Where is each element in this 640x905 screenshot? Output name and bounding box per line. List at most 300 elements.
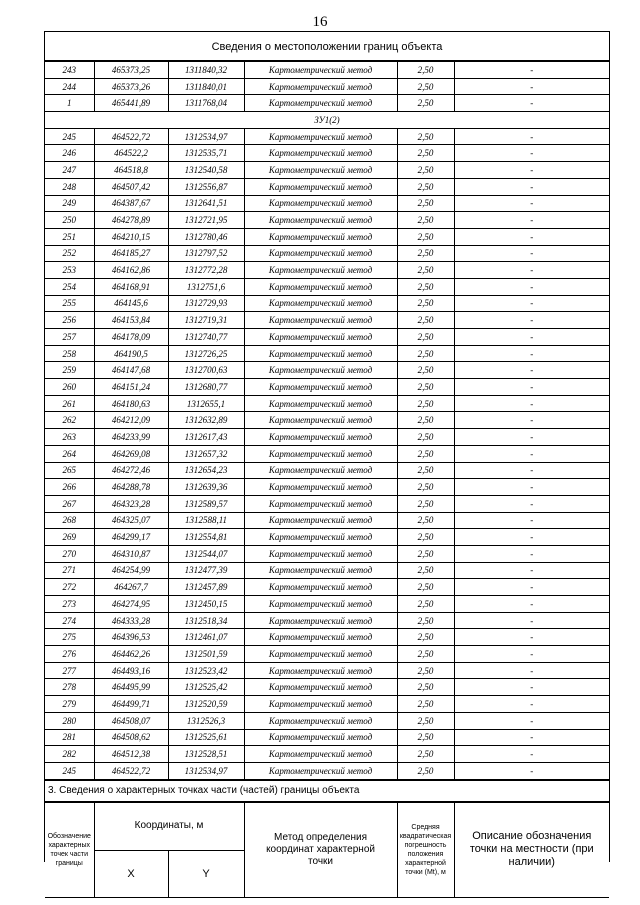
y-coordinate-cell: 1312726,25: [168, 345, 244, 362]
table-row: [45, 78, 609, 95]
x-coordinate-cell: 464288,78: [94, 479, 168, 496]
description-cell: -: [454, 562, 609, 579]
description-cell: -: [454, 479, 609, 496]
point-number-cell: 275: [45, 629, 94, 646]
y-coordinate-cell: 1312556,87: [168, 178, 244, 195]
accuracy-cell: 2,50: [397, 612, 454, 629]
x-coordinate-cell: 464267,7: [94, 579, 168, 596]
method-cell: Картометрический метод: [244, 262, 397, 279]
point-number-cell: 257: [45, 329, 94, 346]
y-coordinate-cell: 1311768,04: [168, 95, 244, 112]
description-cell: -: [454, 696, 609, 713]
description-cell: -: [454, 662, 609, 679]
y-coordinate-cell: 1312589,57: [168, 495, 244, 512]
method-cell: Картометрический метод: [244, 195, 397, 212]
description-cell: -: [454, 712, 609, 729]
description-cell: -: [454, 162, 609, 179]
method-cell: Картометрический метод: [244, 612, 397, 629]
y-coordinate-cell: 1312780,46: [168, 228, 244, 245]
table-row: [45, 412, 609, 429]
accuracy-cell: 2,50: [397, 445, 454, 462]
y-coordinate-cell: 1312655,1: [168, 395, 244, 412]
col-method-header: Метод определения координат характерной точки: [244, 802, 397, 897]
section3-title: 3. Сведения о характерных точках части (частей) границы объекта: [45, 780, 609, 802]
table-row: [45, 612, 609, 629]
accuracy-cell: 2,50: [397, 362, 454, 379]
y-coordinate-cell: 1312534,97: [168, 128, 244, 145]
y-coordinate-cell: 1311840,01: [168, 78, 244, 95]
method-cell: Картометрический метод: [244, 95, 397, 112]
y-coordinate-cell: 1312617,43: [168, 429, 244, 446]
y-coordinate-cell: 1312518,34: [168, 612, 244, 629]
table-row: [45, 345, 609, 362]
point-number-cell: 278: [45, 679, 94, 696]
method-cell: Картометрический метод: [244, 128, 397, 145]
page-number: 16: [312, 14, 328, 30]
y-coordinate-cell: 1312477,39: [168, 562, 244, 579]
y-coordinate-cell: 1312525,61: [168, 729, 244, 746]
y-coordinate-cell: 1312535,71: [168, 145, 244, 162]
description-cell: -: [454, 329, 609, 346]
description-cell: -: [454, 78, 609, 95]
description-cell: -: [454, 95, 609, 112]
y-coordinate-cell: 1312740,77: [168, 329, 244, 346]
accuracy-cell: 2,50: [397, 329, 454, 346]
description-cell: -: [454, 212, 609, 229]
accuracy-cell: 2,50: [397, 145, 454, 162]
x-coordinate-cell: 464269,08: [94, 445, 168, 462]
table-row: [45, 562, 609, 579]
method-cell: Картометрический метод: [244, 312, 397, 329]
method-cell: Картометрический метод: [244, 412, 397, 429]
accuracy-cell: 2,50: [397, 345, 454, 362]
table-row: [45, 228, 609, 245]
y-coordinate-cell: 1312700,63: [168, 362, 244, 379]
point-number-cell: 245: [45, 762, 94, 779]
x-coordinate-cell: 464212,09: [94, 412, 168, 429]
accuracy-cell: 2,50: [397, 746, 454, 763]
y-coordinate-cell: 1312450,15: [168, 596, 244, 613]
table-row: [45, 162, 609, 179]
accuracy-cell: 2,50: [397, 95, 454, 112]
x-coordinate-cell: 465373,25: [94, 62, 168, 79]
point-number-cell: 269: [45, 529, 94, 546]
description-cell: -: [454, 429, 609, 446]
accuracy-cell: 2,50: [397, 712, 454, 729]
point-number-cell: 260: [45, 379, 94, 396]
description-cell: -: [454, 495, 609, 512]
accuracy-cell: 2,50: [397, 629, 454, 646]
accuracy-cell: 2,50: [397, 78, 454, 95]
point-number-cell: 248: [45, 178, 94, 195]
table-row: [45, 662, 609, 679]
point-number-cell: 272: [45, 579, 94, 596]
col-y-header: Y: [168, 850, 244, 897]
method-cell: Картометрический метод: [244, 212, 397, 229]
method-cell: Картометрический метод: [244, 562, 397, 579]
description-cell: -: [454, 178, 609, 195]
x-coordinate-cell: 464233,99: [94, 429, 168, 446]
accuracy-cell: 2,50: [397, 212, 454, 229]
x-coordinate-cell: 464153,84: [94, 312, 168, 329]
point-number-cell: 265: [45, 462, 94, 479]
description-cell: -: [454, 462, 609, 479]
point-number-cell: 255: [45, 295, 94, 312]
description-cell: -: [454, 62, 609, 79]
table-row: [45, 295, 609, 312]
section-title: Сведения о местоположении границ объекта: [45, 32, 609, 61]
method-cell: Картометрический метод: [244, 662, 397, 679]
x-coordinate-cell: 464162,86: [94, 262, 168, 279]
point-number-cell: 258: [45, 345, 94, 362]
method-cell: Картометрический метод: [244, 362, 397, 379]
method-cell: Картометрический метод: [244, 545, 397, 562]
description-cell: -: [454, 278, 609, 295]
table-row: [45, 145, 609, 162]
description-cell: -: [454, 729, 609, 746]
method-cell: Картометрический метод: [244, 162, 397, 179]
table-row: [45, 579, 609, 596]
col-description-header: Описание обозначения точки на местности (при наличии): [454, 802, 609, 897]
accuracy-cell: 2,50: [397, 529, 454, 546]
x-coordinate-cell: 464508,07: [94, 712, 168, 729]
x-coordinate-cell: 464508,62: [94, 729, 168, 746]
point-number-cell: 243: [45, 62, 94, 79]
point-number-cell: 271: [45, 562, 94, 579]
point-number-cell: 270: [45, 545, 94, 562]
point-number-cell: 244: [45, 78, 94, 95]
x-coordinate-cell: 464310,87: [94, 545, 168, 562]
method-cell: Картометрический метод: [244, 729, 397, 746]
table-row: [45, 212, 609, 229]
method-cell: Картометрический метод: [244, 429, 397, 446]
point-number-cell: 247: [45, 162, 94, 179]
point-number-cell: 279: [45, 696, 94, 713]
y-coordinate-cell: 1312721,95: [168, 212, 244, 229]
x-coordinate-cell: 464254,99: [94, 562, 168, 579]
y-coordinate-cell: 1312680,77: [168, 379, 244, 396]
method-cell: Картометрический метод: [244, 479, 397, 496]
y-coordinate-cell: 1312719,31: [168, 312, 244, 329]
y-coordinate-cell: 1312751,6: [168, 278, 244, 295]
table-row: [45, 762, 609, 779]
accuracy-cell: 2,50: [397, 479, 454, 496]
method-cell: Картометрический метод: [244, 295, 397, 312]
x-coordinate-cell: 464185,27: [94, 245, 168, 262]
method-cell: Картометрический метод: [244, 345, 397, 362]
group-label: ЗУ1(2): [45, 112, 609, 129]
col-coords-header: Координаты, м: [94, 802, 244, 850]
point-number-cell: 266: [45, 479, 94, 496]
table-row: [45, 379, 609, 396]
point-number-cell: 254: [45, 278, 94, 295]
table-row: [45, 629, 609, 646]
method-cell: Картометрический метод: [244, 445, 397, 462]
table-row: [45, 545, 609, 562]
point-number-cell: 273: [45, 596, 94, 613]
method-cell: Картометрический метод: [244, 746, 397, 763]
method-cell: Картометрический метод: [244, 512, 397, 529]
description-cell: -: [454, 345, 609, 362]
accuracy-cell: 2,50: [397, 312, 454, 329]
document-sheet: [44, 31, 610, 880]
method-cell: Картометрический метод: [244, 495, 397, 512]
point-number-cell: 261: [45, 395, 94, 412]
x-coordinate-cell: 464274,95: [94, 596, 168, 613]
method-cell: Картометрический метод: [244, 462, 397, 479]
point-number-cell: 249: [45, 195, 94, 212]
accuracy-cell: 2,50: [397, 429, 454, 446]
point-number-cell: 252: [45, 245, 94, 262]
y-coordinate-cell: 1311840,32: [168, 62, 244, 79]
y-coordinate-cell: 1312729,93: [168, 295, 244, 312]
point-number-cell: 256: [45, 312, 94, 329]
y-coordinate-cell: 1312520,59: [168, 696, 244, 713]
y-coordinate-cell: 1312501,59: [168, 646, 244, 663]
accuracy-cell: 2,50: [397, 278, 454, 295]
point-number-cell: 264: [45, 445, 94, 462]
accuracy-cell: 2,50: [397, 762, 454, 779]
description-cell: -: [454, 445, 609, 462]
x-coordinate-cell: 464323,28: [94, 495, 168, 512]
x-coordinate-cell: 464495,99: [94, 679, 168, 696]
description-cell: -: [454, 145, 609, 162]
y-coordinate-cell: 1312657,32: [168, 445, 244, 462]
accuracy-cell: 2,50: [397, 662, 454, 679]
point-number-cell: 282: [45, 746, 94, 763]
table-row: [45, 646, 609, 663]
table-row: [45, 95, 609, 112]
table-row: [45, 746, 609, 763]
description-cell: -: [454, 679, 609, 696]
x-coordinate-cell: 464518,8: [94, 162, 168, 179]
description-cell: -: [454, 128, 609, 145]
y-coordinate-cell: 1312457,89: [168, 579, 244, 596]
y-coordinate-cell: 1312523,42: [168, 662, 244, 679]
accuracy-cell: 2,50: [397, 729, 454, 746]
y-coordinate-cell: 1312797,52: [168, 245, 244, 262]
y-coordinate-cell: 1312639,36: [168, 479, 244, 496]
table-row: [45, 195, 609, 212]
description-cell: -: [454, 646, 609, 663]
x-coordinate-cell: 464522,72: [94, 128, 168, 145]
method-cell: Картометрический метод: [244, 696, 397, 713]
table-row: [45, 429, 609, 446]
table-row: [45, 462, 609, 479]
method-cell: Картометрический метод: [244, 679, 397, 696]
accuracy-cell: 2,50: [397, 545, 454, 562]
point-number-cell: 1: [45, 95, 94, 112]
x-coordinate-cell: 464190,5: [94, 345, 168, 362]
description-cell: -: [454, 312, 609, 329]
accuracy-cell: 2,50: [397, 395, 454, 412]
description-cell: -: [454, 746, 609, 763]
coordinates-table: [45, 61, 609, 780]
accuracy-cell: 2,50: [397, 262, 454, 279]
y-coordinate-cell: 1312461,07: [168, 629, 244, 646]
x-coordinate-cell: 464210,15: [94, 228, 168, 245]
method-cell: Картометрический метод: [244, 145, 397, 162]
accuracy-cell: 2,50: [397, 679, 454, 696]
point-number-cell: 250: [45, 212, 94, 229]
accuracy-cell: 2,50: [397, 162, 454, 179]
table-row: [45, 596, 609, 613]
x-coordinate-cell: 465441,89: [94, 95, 168, 112]
x-coordinate-cell: 464522,72: [94, 762, 168, 779]
accuracy-cell: 2,50: [397, 228, 454, 245]
method-cell: Картометрический метод: [244, 78, 397, 95]
col-accuracy-header: Средняя квадратическая погрешность положения характерной точки (Mt), м: [397, 802, 454, 897]
method-cell: Картометрический метод: [244, 62, 397, 79]
x-coordinate-cell: 464299,17: [94, 529, 168, 546]
description-cell: -: [454, 195, 609, 212]
description-cell: -: [454, 545, 609, 562]
point-number-cell: 246: [45, 145, 94, 162]
description-cell: -: [454, 412, 609, 429]
y-coordinate-cell: 1312528,51: [168, 746, 244, 763]
description-cell: -: [454, 629, 609, 646]
point-number-cell: 268: [45, 512, 94, 529]
section3-header-table: [45, 802, 609, 898]
method-cell: Картометрический метод: [244, 379, 397, 396]
accuracy-cell: 2,50: [397, 596, 454, 613]
x-coordinate-cell: 464147,68: [94, 362, 168, 379]
accuracy-cell: 2,50: [397, 579, 454, 596]
group-row: [45, 112, 609, 129]
table-row: [45, 679, 609, 696]
point-number-cell: 280: [45, 712, 94, 729]
accuracy-cell: 2,50: [397, 245, 454, 262]
method-cell: Картометрический метод: [244, 178, 397, 195]
description-cell: -: [454, 362, 609, 379]
description-cell: -: [454, 295, 609, 312]
table-row: [45, 395, 609, 412]
x-coordinate-cell: 465373,26: [94, 78, 168, 95]
x-coordinate-cell: 464151,24: [94, 379, 168, 396]
x-coordinate-cell: 464396,53: [94, 629, 168, 646]
description-cell: -: [454, 579, 609, 596]
point-number-cell: 253: [45, 262, 94, 279]
x-coordinate-cell: 464493,16: [94, 662, 168, 679]
table-row: [45, 312, 609, 329]
point-number-cell: 281: [45, 729, 94, 746]
table-row: [45, 529, 609, 546]
x-coordinate-cell: 464333,28: [94, 612, 168, 629]
accuracy-cell: 2,50: [397, 62, 454, 79]
point-number-cell: 251: [45, 228, 94, 245]
method-cell: Картометрический метод: [244, 646, 397, 663]
x-coordinate-cell: 464522,2: [94, 145, 168, 162]
method-cell: Картометрический метод: [244, 762, 397, 779]
table-row: [45, 262, 609, 279]
point-number-cell: 263: [45, 429, 94, 446]
method-cell: Картометрический метод: [244, 579, 397, 596]
table-row: [45, 245, 609, 262]
point-number-cell: 262: [45, 412, 94, 429]
x-coordinate-cell: 464512,38: [94, 746, 168, 763]
accuracy-cell: 2,50: [397, 195, 454, 212]
description-cell: -: [454, 762, 609, 779]
point-number-cell: 274: [45, 612, 94, 629]
description-cell: -: [454, 245, 609, 262]
method-cell: Картометрический метод: [244, 278, 397, 295]
x-coordinate-cell: 464272,46: [94, 462, 168, 479]
table-row: [45, 445, 609, 462]
x-coordinate-cell: 464168,91: [94, 278, 168, 295]
description-cell: -: [454, 612, 609, 629]
method-cell: Картометрический метод: [244, 329, 397, 346]
x-coordinate-cell: 464325,07: [94, 512, 168, 529]
y-coordinate-cell: 1312772,28: [168, 262, 244, 279]
x-coordinate-cell: 464180,63: [94, 395, 168, 412]
point-number-cell: 276: [45, 646, 94, 663]
y-coordinate-cell: 1312641,51: [168, 195, 244, 212]
accuracy-cell: 2,50: [397, 295, 454, 312]
accuracy-cell: 2,50: [397, 512, 454, 529]
y-coordinate-cell: 1312588,11: [168, 512, 244, 529]
accuracy-cell: 2,50: [397, 562, 454, 579]
accuracy-cell: 2,50: [397, 412, 454, 429]
y-coordinate-cell: 1312654,23: [168, 462, 244, 479]
table-row: [45, 479, 609, 496]
description-cell: -: [454, 395, 609, 412]
description-cell: -: [454, 228, 609, 245]
table-row: [45, 278, 609, 295]
table-row: [45, 362, 609, 379]
description-cell: -: [454, 596, 609, 613]
y-coordinate-cell: 1312544,07: [168, 545, 244, 562]
description-cell: -: [454, 529, 609, 546]
point-number-cell: 245: [45, 128, 94, 145]
description-cell: -: [454, 262, 609, 279]
x-coordinate-cell: 464507,42: [94, 178, 168, 195]
method-cell: Картометрический метод: [244, 596, 397, 613]
table-row: [45, 729, 609, 746]
method-cell: Картометрический метод: [244, 712, 397, 729]
accuracy-cell: 2,50: [397, 178, 454, 195]
method-cell: Картометрический метод: [244, 529, 397, 546]
x-coordinate-cell: 464178,09: [94, 329, 168, 346]
y-coordinate-cell: 1312540,58: [168, 162, 244, 179]
y-coordinate-cell: 1312632,89: [168, 412, 244, 429]
y-coordinate-cell: 1312554,81: [168, 529, 244, 546]
table-row: [45, 696, 609, 713]
method-cell: Картометрический метод: [244, 228, 397, 245]
table-row: [45, 712, 609, 729]
table-row: [45, 128, 609, 145]
y-coordinate-cell: 1312526,3: [168, 712, 244, 729]
method-cell: Картометрический метод: [244, 629, 397, 646]
point-number-cell: 259: [45, 362, 94, 379]
y-coordinate-cell: 1312534,97: [168, 762, 244, 779]
y-coordinate-cell: 1312525,42: [168, 679, 244, 696]
description-cell: -: [454, 379, 609, 396]
x-coordinate-cell: 464499,71: [94, 696, 168, 713]
col-point-header: Обозначение характерных точек части границы: [45, 802, 94, 897]
accuracy-cell: 2,50: [397, 495, 454, 512]
point-number-cell: 267: [45, 495, 94, 512]
description-cell: -: [454, 512, 609, 529]
accuracy-cell: 2,50: [397, 646, 454, 663]
table-row: [45, 62, 609, 79]
accuracy-cell: 2,50: [397, 696, 454, 713]
col-x-header: X: [94, 850, 168, 897]
accuracy-cell: 2,50: [397, 462, 454, 479]
method-cell: Картометрический метод: [244, 395, 397, 412]
table-row: [45, 178, 609, 195]
accuracy-cell: 2,50: [397, 379, 454, 396]
x-coordinate-cell: 464278,89: [94, 212, 168, 229]
